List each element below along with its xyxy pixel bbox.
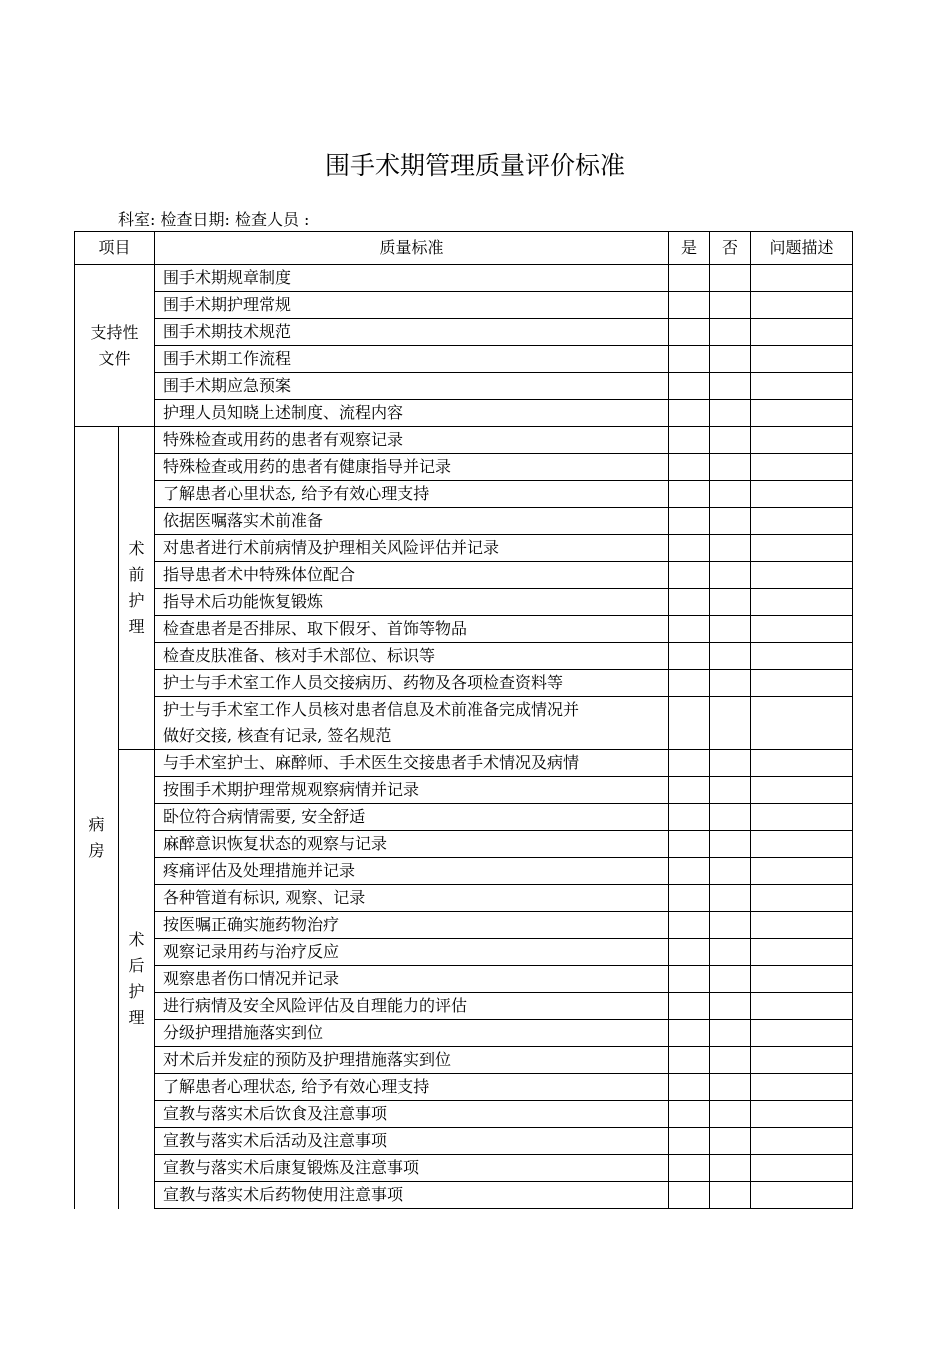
table-row: [75, 777, 853, 804]
problem-cell[interactable]: [751, 1182, 853, 1209]
table-row: [75, 643, 853, 670]
yes-cell[interactable]: [669, 1020, 710, 1047]
standard-cell-multiline: [155, 697, 669, 750]
table-row: [75, 1128, 853, 1155]
preop-label-char: 护: [128, 591, 145, 610]
yes-cell[interactable]: [669, 831, 710, 858]
table-row: [75, 319, 853, 346]
standard-cell: 依据医嘱落实术前准备: [155, 508, 669, 535]
no-cell[interactable]: [710, 1155, 751, 1182]
standard-cell: 特殊检查或用药的患者有观察记录: [155, 427, 669, 454]
table-row: [75, 265, 853, 292]
yes-cell[interactable]: [669, 1101, 710, 1128]
yes-cell[interactable]: [669, 616, 710, 643]
table-row: [75, 292, 853, 319]
table-row: [75, 804, 853, 831]
standard-line: 做好交接, 核查有记录, 签名规范: [163, 726, 392, 745]
standard-cell: 各种管道有标识, 观察、记录: [155, 885, 669, 912]
yes-cell[interactable]: [669, 966, 710, 993]
inspection-meta-line: 科室: 检查日期: 检查人员 :: [118, 210, 310, 229]
yes-cell[interactable]: [669, 265, 710, 292]
table-row: [75, 562, 853, 589]
postop-label-char: 理: [128, 1008, 145, 1028]
standard-cell: 按医嘱正确实施药物治疗: [155, 912, 669, 939]
standard-cell: 围手术期规章制度: [155, 265, 669, 292]
yes-cell[interactable]: [669, 804, 710, 831]
yes-cell[interactable]: [669, 562, 710, 589]
ward-label-char: 房: [88, 840, 105, 860]
problem-cell[interactable]: [751, 697, 853, 750]
postop-label-char: 术: [128, 930, 145, 950]
no-cell[interactable]: [710, 508, 751, 535]
no-cell[interactable]: [710, 589, 751, 616]
problem-cell[interactable]: [751, 589, 853, 616]
postop-label-char: 后: [128, 956, 145, 976]
yes-cell[interactable]: [669, 885, 710, 912]
standard-cell: 宣教与落实术后饮食及注意事项: [155, 1101, 669, 1128]
standard-cell: 围手术期护理常规: [155, 292, 669, 319]
standard-cell: 宣教与落实术后药物使用注意事项: [155, 1182, 669, 1209]
no-cell[interactable]: [710, 292, 751, 319]
problem-cell[interactable]: [751, 346, 853, 373]
no-cell[interactable]: [710, 1182, 751, 1209]
yes-cell[interactable]: [669, 1074, 710, 1101]
table-row: [75, 373, 853, 400]
table-row: [75, 535, 853, 562]
table-row: [75, 1155, 853, 1182]
problem-cell[interactable]: [751, 966, 853, 993]
standard-cell: 围手术期技术规范: [155, 319, 669, 346]
problem-cell[interactable]: [751, 319, 853, 346]
no-cell[interactable]: [710, 858, 751, 885]
standard-cell: 了解患者心里状态, 给予有效心理支持: [155, 481, 669, 508]
problem-cell[interactable]: [751, 535, 853, 562]
no-cell[interactable]: [710, 993, 751, 1020]
problem-cell[interactable]: [751, 292, 853, 319]
table-row: [75, 697, 853, 750]
no-cell[interactable]: [710, 346, 751, 373]
problem-cell[interactable]: [751, 1020, 853, 1047]
problem-cell[interactable]: [751, 643, 853, 670]
postop-label: [119, 750, 155, 1209]
yes-cell[interactable]: [669, 589, 710, 616]
table-row: [75, 966, 853, 993]
standard-cell: 了解患者心理状态, 给予有效心理支持: [155, 1074, 669, 1101]
problem-cell[interactable]: [751, 912, 853, 939]
evaluation-table: [74, 231, 853, 1209]
standard-cell: 与手术室护士、麻醉师、手术医生交接患者手术情况及病情: [155, 750, 669, 777]
table-row: [75, 1182, 853, 1209]
yes-cell[interactable]: [669, 508, 710, 535]
standard-cell: 卧位符合病情需要, 安全舒适: [155, 804, 669, 831]
table-row: [75, 885, 853, 912]
yes-cell[interactable]: [669, 1182, 710, 1209]
standard-cell: 对术后并发症的预防及护理措施落实到位: [155, 1047, 669, 1074]
no-cell[interactable]: [710, 1020, 751, 1047]
problem-cell[interactable]: [751, 885, 853, 912]
preop-label-char: 术: [128, 539, 145, 558]
no-cell[interactable]: [710, 1074, 751, 1101]
no-cell[interactable]: [710, 885, 751, 912]
problem-cell[interactable]: [751, 804, 853, 831]
no-cell[interactable]: [710, 670, 751, 697]
no-cell[interactable]: [710, 1101, 751, 1128]
preop-label-char: 前: [128, 565, 145, 584]
problem-cell[interactable]: [751, 1047, 853, 1074]
yes-cell[interactable]: [669, 1155, 710, 1182]
problem-cell[interactable]: [751, 616, 853, 643]
support-label-line1: 支持性: [90, 322, 139, 342]
ward-label-char: 病: [88, 814, 105, 834]
yes-cell[interactable]: [669, 750, 710, 777]
table-row: [75, 400, 853, 427]
table-row: [75, 912, 853, 939]
no-cell[interactable]: [710, 373, 751, 400]
table-row: [75, 589, 853, 616]
yes-cell[interactable]: [669, 1047, 710, 1074]
no-cell[interactable]: [710, 750, 751, 777]
yes-cell[interactable]: [669, 697, 710, 750]
yes-cell[interactable]: [669, 400, 710, 427]
table-row: [75, 1074, 853, 1101]
standard-cell: 围手术期工作流程: [155, 346, 669, 373]
header-row: [75, 232, 853, 265]
standard-cell: 护士与手术室工作人员交接病历、药物及各项检查资料等: [155, 670, 669, 697]
table-row: [75, 481, 853, 508]
problem-cell[interactable]: [751, 939, 853, 966]
problem-cell[interactable]: [751, 265, 853, 292]
table-row: [75, 616, 853, 643]
no-cell[interactable]: [710, 454, 751, 481]
yes-cell[interactable]: [669, 777, 710, 804]
table-row: [75, 1020, 853, 1047]
standard-cell: 指导患者术中特殊体位配合: [155, 562, 669, 589]
header-standard: 质量标准: [155, 232, 669, 265]
yes-cell[interactable]: [669, 858, 710, 885]
problem-cell[interactable]: [751, 993, 853, 1020]
problem-cell[interactable]: [751, 373, 853, 400]
table-row: [75, 858, 853, 885]
table-row: [75, 993, 853, 1020]
standard-cell: 分级护理措施落实到位: [155, 1020, 669, 1047]
no-cell[interactable]: [710, 777, 751, 804]
problem-cell[interactable]: [751, 1101, 853, 1128]
no-cell[interactable]: [710, 265, 751, 292]
table-row: [75, 346, 853, 373]
table-row: [75, 427, 853, 454]
table-row: [75, 750, 853, 777]
standard-cell: 观察患者伤口情况并记录: [155, 966, 669, 993]
table-row: [75, 939, 853, 966]
standard-cell: 特殊检查或用药的患者有健康指导并记录: [155, 454, 669, 481]
no-cell[interactable]: [710, 643, 751, 670]
standard-line: 护士与手术室工作人员核对患者信息及术前准备完成情况并: [163, 700, 580, 719]
problem-cell[interactable]: [751, 454, 853, 481]
header-problem: 问题描述: [751, 232, 853, 265]
standard-cell: 围手术期应急预案: [155, 373, 669, 400]
problem-cell[interactable]: [751, 858, 853, 885]
no-cell[interactable]: [710, 427, 751, 454]
yes-cell[interactable]: [669, 535, 710, 562]
yes-cell[interactable]: [669, 373, 710, 400]
table-row: [75, 1101, 853, 1128]
yes-cell[interactable]: [669, 346, 710, 373]
yes-cell[interactable]: [669, 912, 710, 939]
problem-cell[interactable]: [751, 1128, 853, 1155]
standard-cell: 对患者进行术前病情及护理相关风险评估并记录: [155, 535, 669, 562]
standard-cell: 检查皮肤准备、核对手术部位、标识等: [155, 643, 669, 670]
preop-label: [119, 427, 155, 750]
yes-cell[interactable]: [669, 481, 710, 508]
no-cell[interactable]: [710, 697, 751, 750]
problem-cell[interactable]: [751, 777, 853, 804]
standard-cell: 麻醉意识恢复状态的观察与记录: [155, 831, 669, 858]
yes-cell[interactable]: [669, 292, 710, 319]
problem-cell[interactable]: [751, 427, 853, 454]
yes-cell[interactable]: [669, 1128, 710, 1155]
standard-cell: 宣教与落实术后康复锻炼及注意事项: [155, 1155, 669, 1182]
no-cell[interactable]: [710, 912, 751, 939]
table-row: [75, 831, 853, 858]
yes-cell[interactable]: [669, 939, 710, 966]
no-cell[interactable]: [710, 481, 751, 508]
support-docs-label: [75, 265, 155, 427]
header-no: 否: [710, 232, 751, 265]
postop-label-char: 护: [128, 982, 145, 1002]
table-row: [75, 454, 853, 481]
standard-cell: 进行病情及安全风险评估及自理能力的评估: [155, 993, 669, 1020]
problem-cell[interactable]: [751, 400, 853, 427]
no-cell[interactable]: [710, 804, 751, 831]
support-label-line2: 文件: [98, 348, 131, 368]
no-cell[interactable]: [710, 939, 751, 966]
no-cell[interactable]: [710, 616, 751, 643]
no-cell[interactable]: [710, 400, 751, 427]
problem-cell[interactable]: [751, 670, 853, 697]
header-item: 项目: [75, 232, 155, 265]
ward-label: [75, 427, 119, 1209]
problem-cell[interactable]: [751, 750, 853, 777]
no-cell[interactable]: [710, 1128, 751, 1155]
no-cell[interactable]: [710, 1047, 751, 1074]
preop-label-char: 理: [128, 617, 145, 636]
header-yes: 是: [669, 232, 710, 265]
yes-cell[interactable]: [669, 643, 710, 670]
no-cell[interactable]: [710, 535, 751, 562]
yes-cell[interactable]: [669, 319, 710, 346]
standard-cell: 检查患者是否排尿、取下假牙、首饰等物品: [155, 616, 669, 643]
problem-cell[interactable]: [751, 1155, 853, 1182]
yes-cell[interactable]: [669, 670, 710, 697]
no-cell[interactable]: [710, 319, 751, 346]
yes-cell[interactable]: [669, 993, 710, 1020]
no-cell[interactable]: [710, 966, 751, 993]
standard-cell: 按围手术期护理常规观察病情并记录: [155, 777, 669, 804]
standard-cell: 宣教与落实术后活动及注意事项: [155, 1128, 669, 1155]
problem-cell[interactable]: [751, 831, 853, 858]
yes-cell[interactable]: [669, 427, 710, 454]
table-row: [75, 670, 853, 697]
standard-cell: 观察记录用药与治疗反应: [155, 939, 669, 966]
problem-cell[interactable]: [751, 1074, 853, 1101]
no-cell[interactable]: [710, 562, 751, 589]
table-row: [75, 1047, 853, 1074]
problem-cell[interactable]: [751, 481, 853, 508]
standard-cell: 指导术后功能恢复锻炼: [155, 589, 669, 616]
standard-cell: 疼痛评估及处理措施并记录: [155, 858, 669, 885]
page-title: 围手术期管理质量评价标准: [324, 151, 625, 180]
standard-cell: 护理人员知晓上述制度、流程内容: [155, 400, 669, 427]
problem-cell[interactable]: [751, 508, 853, 535]
no-cell[interactable]: [710, 831, 751, 858]
problem-cell[interactable]: [751, 562, 853, 589]
table-row: [75, 508, 853, 535]
yes-cell[interactable]: [669, 454, 710, 481]
